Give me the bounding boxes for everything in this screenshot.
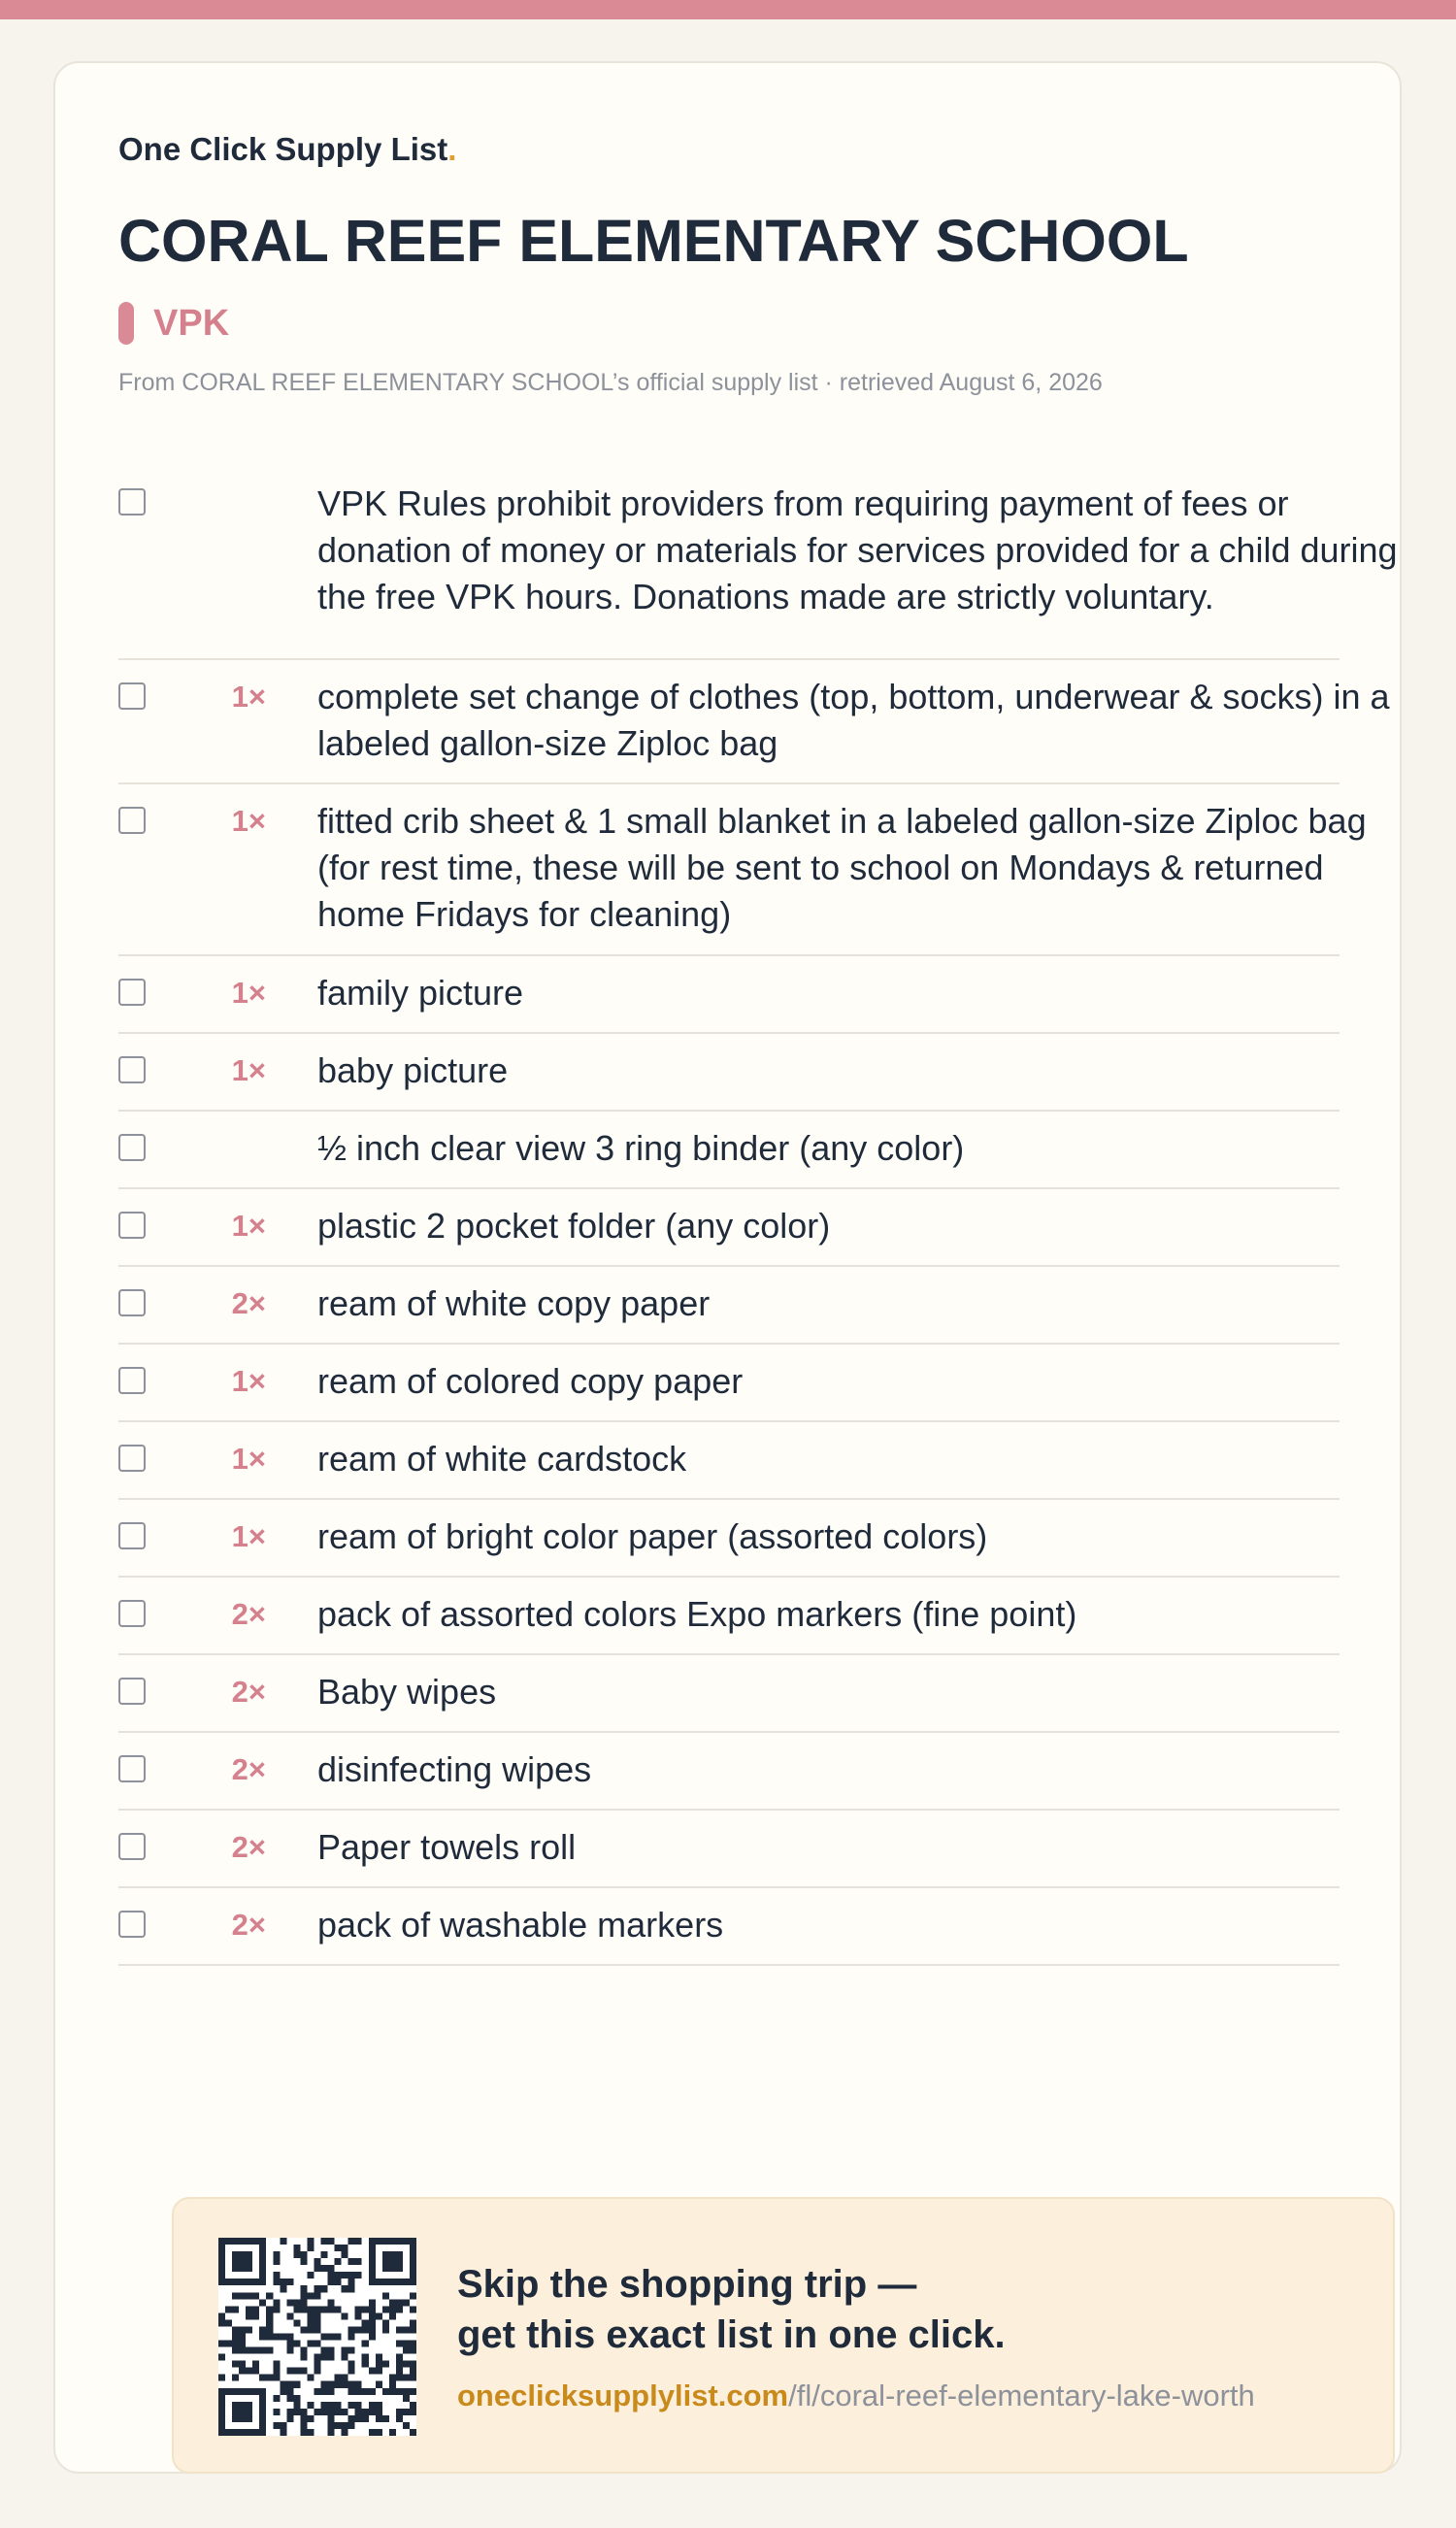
item-description: plastic 2 pocket folder (any color) (317, 1206, 831, 1246)
list-item (118, 1345, 1340, 1422)
item-quantity: 2× (231, 1675, 266, 1709)
source-note: From CORAL REEF ELEMENTARY SCHOOL’s official supply list · retrieved August 6, 2026 (118, 369, 1103, 396)
item-checkbox[interactable] (118, 807, 146, 834)
promo-link[interactable] (457, 2378, 1255, 2413)
list-item (118, 1811, 1340, 1888)
item-description: family picture (317, 973, 524, 1013)
supply-list (118, 483, 1398, 1966)
item-checkbox[interactable] (118, 1755, 146, 1782)
list-item (118, 1267, 1340, 1345)
list-item (118, 1189, 1340, 1267)
item-checkbox[interactable] (118, 1212, 146, 1239)
item-description: ream of colored copy paper (317, 1361, 744, 1401)
list-item (118, 1888, 1340, 1966)
list-item (118, 660, 1390, 784)
brand-logo[interactable] (118, 131, 456, 168)
item-checkbox[interactable] (118, 488, 146, 516)
list-item (118, 1500, 1340, 1578)
item-quantity: 1× (231, 1364, 266, 1398)
item-quantity: 1× (231, 1519, 266, 1553)
promo-link-domain: oneclicksupplylist.com (457, 2378, 789, 2412)
top-accent-bar (0, 0, 1456, 19)
item-quantity: 1× (231, 804, 266, 838)
item-quantity: 2× (231, 1752, 266, 1786)
item-checkbox[interactable] (118, 1833, 146, 1860)
item-description: ream of white copy paper (317, 1283, 711, 1323)
list-item (118, 1733, 1340, 1811)
item-quantity: 2× (231, 1597, 266, 1631)
item-description: pack of washable markers (317, 1905, 724, 1945)
item-checkbox[interactable] (118, 979, 146, 1006)
grade-heading (118, 302, 229, 345)
item-description: pack of assorted colors Expo markers (fine point) (317, 1594, 1077, 1634)
list-item (118, 1578, 1340, 1655)
promo-headline (457, 2259, 1006, 2360)
item-checkbox[interactable] (118, 1600, 146, 1627)
item-checkbox[interactable] (118, 1367, 146, 1394)
grade-marker (118, 302, 134, 345)
item-checkbox[interactable] (118, 1134, 146, 1161)
item-quantity: 1× (231, 1442, 266, 1476)
item-checkbox[interactable] (118, 1522, 146, 1549)
list-item (118, 956, 1340, 1034)
item-quantity: 1× (231, 680, 266, 714)
item-quantity: 2× (231, 1830, 266, 1864)
grade-label: VPK (153, 302, 230, 344)
item-description: VPK Rules prohibit providers from requiring payment of fees or donation of money or materials for services provided for a child during the free VPK hours. Donations made are strictly voluntary. (317, 483, 1398, 616)
brand-name: One Click Supply List (118, 131, 448, 167)
promo-link-path: /fl/coral-reef-elementary-lake-worth (788, 2378, 1255, 2412)
item-quantity: 2× (231, 1908, 266, 1942)
list-item (118, 1112, 1340, 1189)
item-quantity: 1× (231, 1053, 266, 1087)
item-quantity: 2× (231, 1286, 266, 1320)
supply-list-card (53, 61, 1402, 2474)
item-description: ream of bright color paper (assorted colors) (317, 1516, 988, 1556)
list-item (118, 1034, 1340, 1112)
promo-headline-line-1: Skip the shopping trip — (457, 2263, 917, 2306)
item-checkbox[interactable] (118, 682, 146, 710)
list-item (118, 483, 1398, 660)
brand-dot: . (447, 131, 457, 167)
list-item (118, 1655, 1340, 1733)
promo-banner (172, 2197, 1395, 2474)
item-checkbox[interactable] (118, 1678, 146, 1705)
item-description: Baby wipes (317, 1672, 497, 1712)
item-description: disinfecting wipes (317, 1749, 592, 1789)
list-item (118, 1422, 1340, 1500)
item-description: Paper towels roll (317, 1827, 577, 1867)
item-checkbox[interactable] (118, 1911, 146, 1938)
item-quantity: 1× (231, 1209, 266, 1243)
promo-headline-line-2: get this exact list in one click. (457, 2313, 1006, 2356)
item-quantity: 1× (231, 976, 266, 1010)
item-checkbox[interactable] (118, 1445, 146, 1472)
item-description: baby picture (317, 1050, 509, 1090)
item-checkbox[interactable] (118, 1289, 146, 1316)
item-description: ream of white cardstock (317, 1439, 687, 1479)
list-item (118, 784, 1367, 956)
qr-code-icon[interactable] (218, 2238, 416, 2436)
item-description: fitted crib sheet & 1 small blanket in a labeled gallon-size Ziploc bag (for rest time, these will be sent to school on Mondays & returned home Fridays for cleaning) (317, 801, 1367, 934)
item-description: complete set change of clothes (top, bottom, underwear & socks) in a labeled gallon-size Ziploc bag (317, 677, 1390, 763)
item-checkbox[interactable] (118, 1056, 146, 1083)
item-description: ½ inch clear view 3 ring binder (any color) (317, 1128, 965, 1168)
page-title: CORAL REEF ELEMENTARY SCHOOL (118, 208, 1189, 274)
